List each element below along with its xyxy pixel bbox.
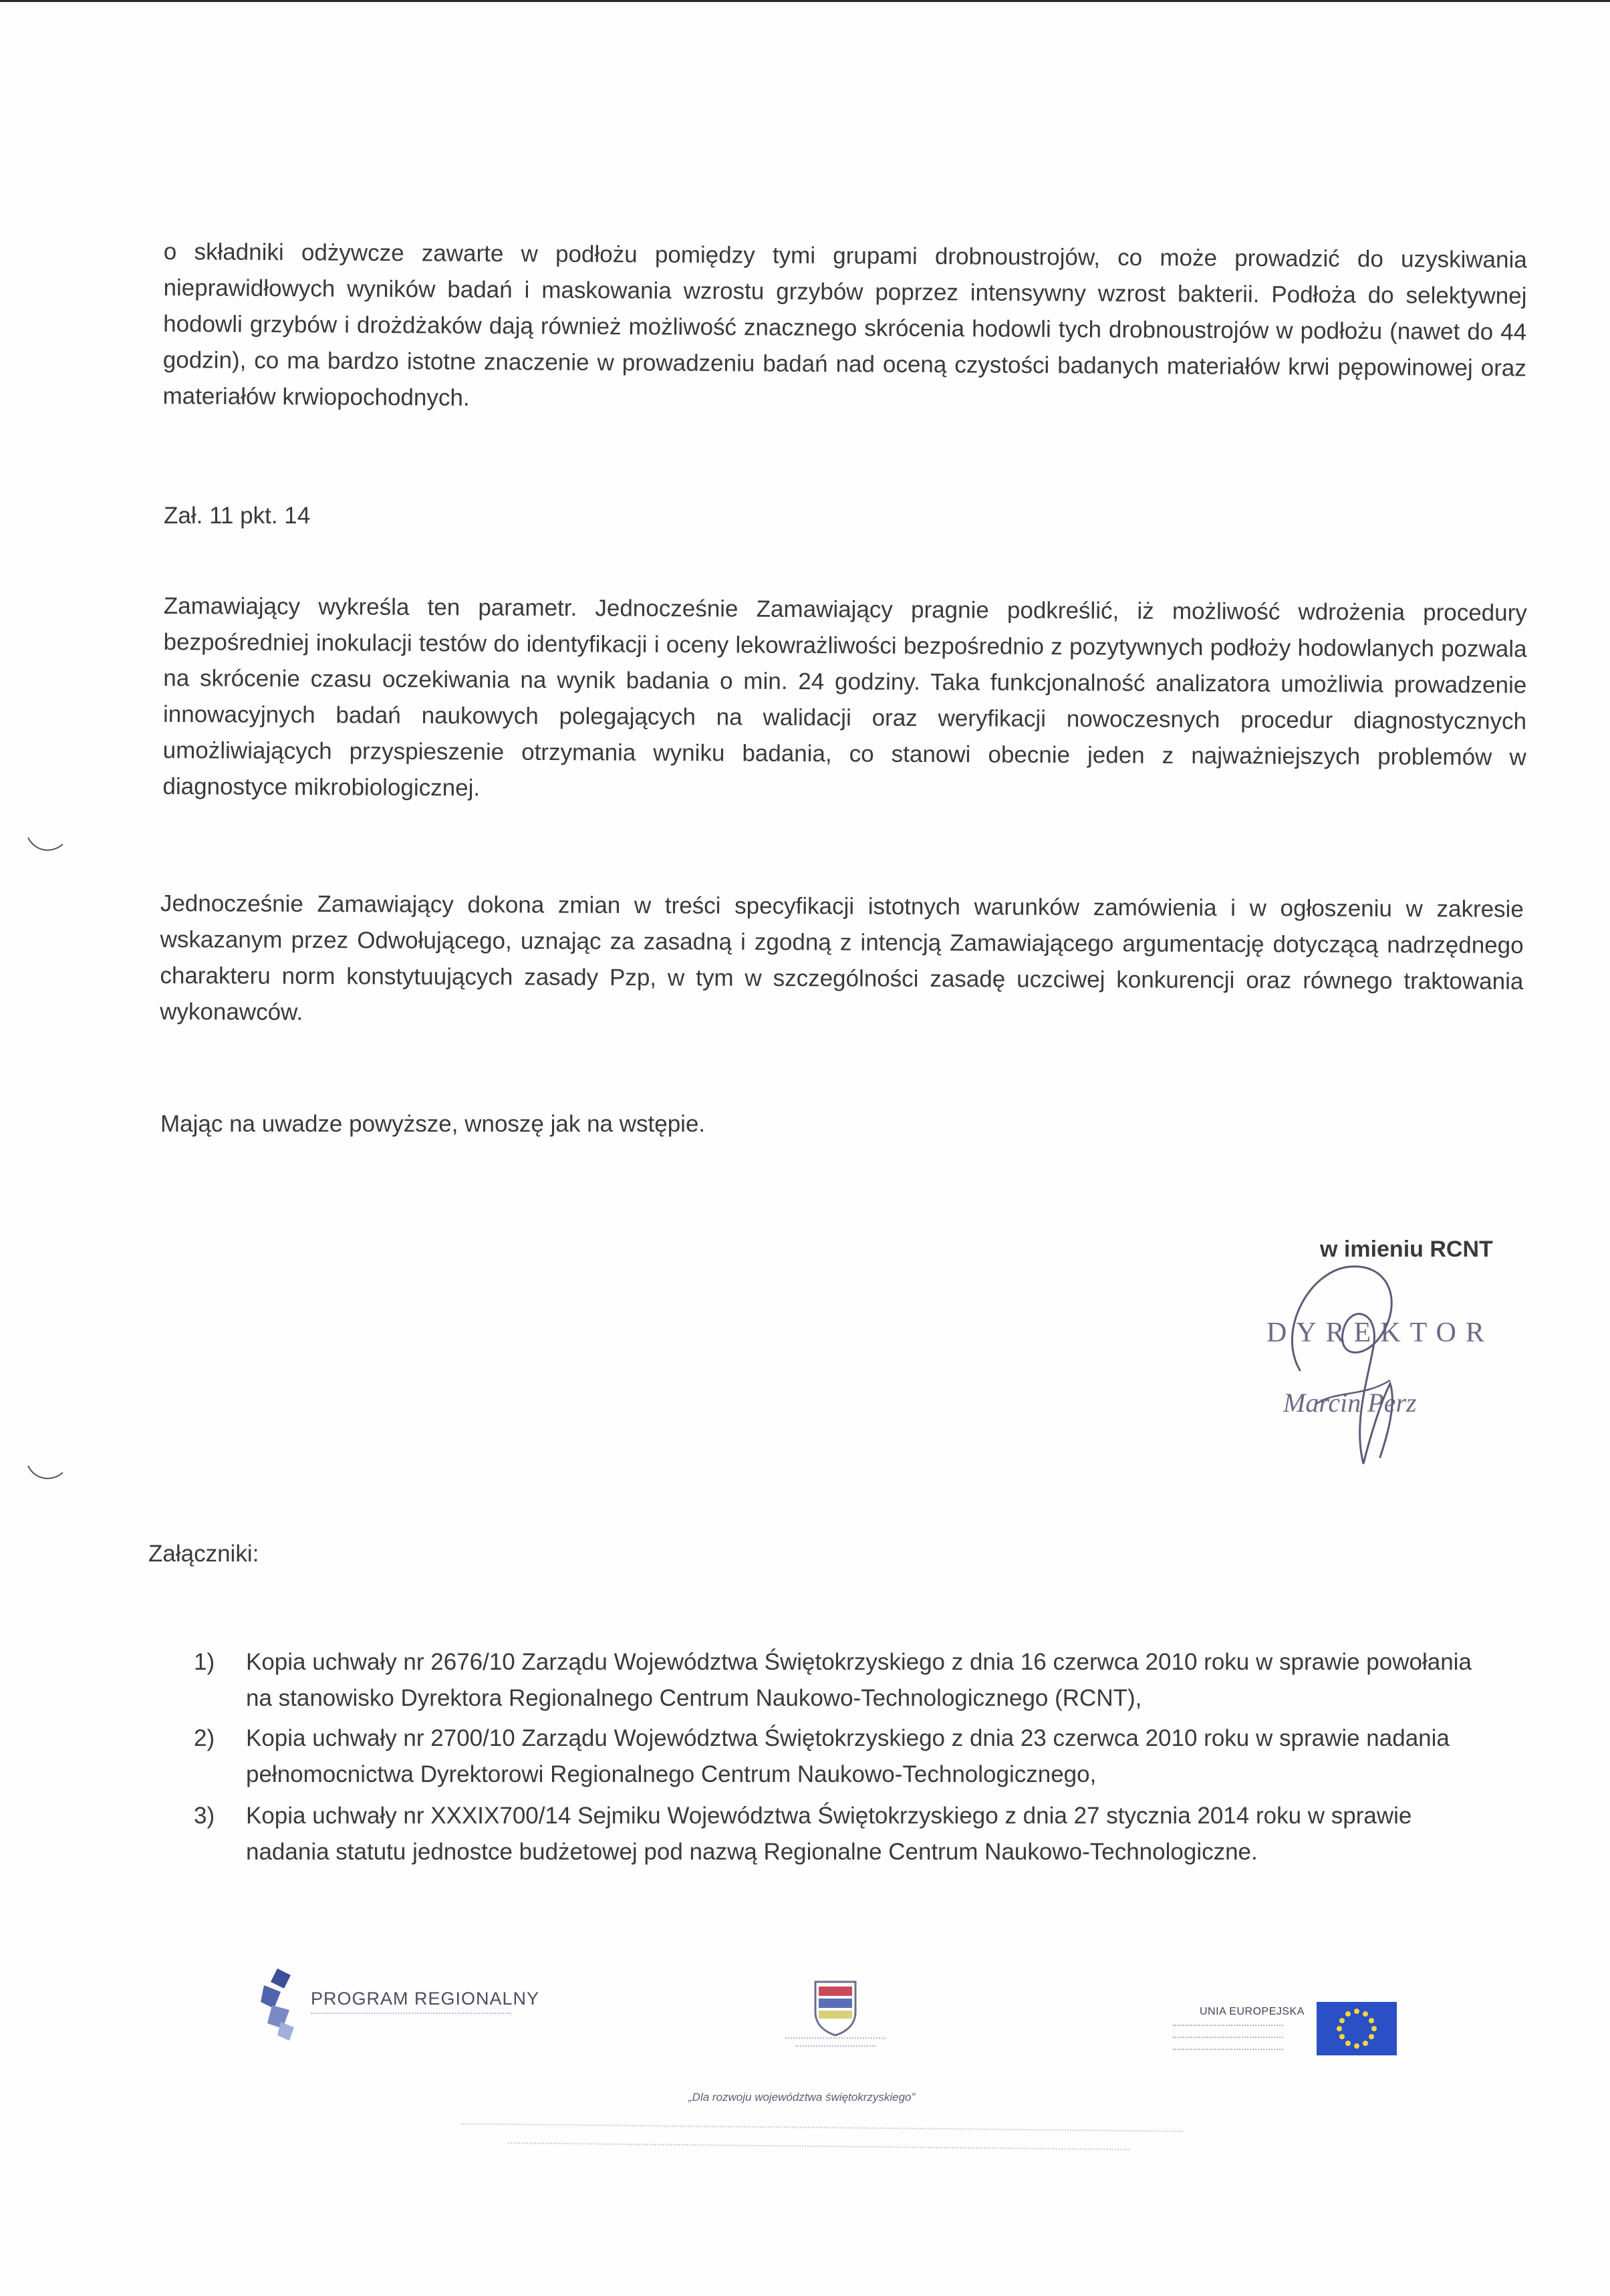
- unia-europejska-logo: [1166, 2002, 1400, 2062]
- footer-logos: [0, 1952, 1610, 2286]
- program-regionalny-subline: [311, 2013, 511, 2019]
- wojewodztwo-label-line: [795, 2045, 876, 2047]
- wojewodztwo-logo: [785, 1979, 886, 2079]
- section-reference: Zał. 11 pkt. 14: [164, 503, 311, 529]
- wojewodztwo-coat-of-arms-icon: [785, 1979, 886, 2039]
- punch-hole-mark-icon: [25, 832, 65, 859]
- attachment-text: Kopia uchwały nr XXXIX700/14 Sejmiku Województwa Świętokrzyskiego z dnia 27 stycznia 2014 roku w sprawie nadania statutu jednostce budżetowej pod nazwą Regionalne Centrum Naukowo-Technologiczne.: [246, 1803, 1412, 1865]
- ue-fund-line: [1173, 2037, 1283, 2038]
- program-regionalny-emblem-icon: [257, 1968, 304, 2042]
- attachment-item: [194, 1798, 1497, 1870]
- attachment-number: 3): [194, 1803, 215, 1829]
- footer-slogan: „Dla rozwoju województwa świętokrzyskiego”: [688, 2091, 916, 2103]
- punch-hole-mark-icon: [25, 1460, 65, 1487]
- attachment-number: 2): [194, 1725, 215, 1751]
- footer-footnote-line: [461, 2123, 1183, 2132]
- program-regionalny-logo: [257, 1968, 538, 2042]
- attachment-number: 1): [194, 1649, 215, 1675]
- paragraph-1: o składniki odżywcze zawarte w podłożu pomiędzy tymi grupami drobnoustrojów, co może prowadzić do uzyskiwania nieprawidłowych wyników badań i maskowania wzrostu grzybów poprzez intensywny wzrost bakterii. Podłoża do selektywnej hodowli grzybów i drożdżaków dają również możliwość znacznego skrócenia hodowli tych drobnoustrojów w podłożu (nawet do 44 godzin), co ma bardzo istotne znaczenie w prowadzeniu badań nad oceną czystości badanych materiałów krwi pępowinowej oraz materiałów krwiopochodnych.: [162, 238, 1527, 411]
- program-regionalny-label: PROGRAM REGIONALNY: [311, 1989, 540, 2009]
- signature-stamp-name: Marcin Perz: [1283, 1388, 1417, 1418]
- attachment-text: Kopia uchwały nr 2676/10 Zarządu Województwa Świętokrzyskiego z dnia 16 czerwca 2010 roku w sprawie powołania na stanowisko Dyrektora Regionalnego Centrum Naukowo-Technologicznego (RCNT),: [246, 1649, 1472, 1711]
- paragraph-2: Zamawiający wykreśla ten parametr. Jednocześnie Zamawiający pragnie podkreślić, iż możliwość wdrożenia procedury bezpośredniej inokulacji testów do identyfikacji i oceny lekowrażliwości bezpośrednio z pozytywnych podłoży hodowlanych pozwala na skrócenie czasu oczekiwania na wynik badania o min. 24 godziny. Taka funkcjonalność analizatora umożliwia prowadzenie innowacyjnych badań naukowych polegających na walidacji oraz weryfikacji nowoczesnych procedur diagnostycznych umożliwiających przyspieszenie otrzymania wyniku badania, co stanowi obecnie jeden z najważniejszych problemów w diagnostyce mikrobiologicznej.: [162, 592, 1527, 801]
- attachments-heading: Załączniki:: [148, 1541, 259, 1567]
- signature-on-behalf: w imieniu RCNT: [1320, 1237, 1493, 1262]
- ue-fund-line: [1173, 2049, 1283, 2050]
- signature-stamp-title: DYREKTOR: [1266, 1317, 1494, 1348]
- footer-footnote-line: [508, 2142, 1129, 2150]
- ue-fund-line: [1173, 2025, 1283, 2026]
- eu-flag-icon: [1317, 2002, 1397, 2055]
- page-top-edge: [0, 0, 1610, 2]
- closing-sentence: Mając na uwadze powyższe, wnoszę jak na wstępie.: [160, 1111, 706, 1137]
- wojewodztwo-label-line: [785, 2037, 886, 2039]
- attachment-item: [194, 1644, 1497, 1716]
- signature-block: [1236, 1230, 1517, 1484]
- handwritten-signature-icon: [1236, 1230, 1517, 1484]
- attachments-list: [194, 1644, 1497, 1876]
- unia-europejska-label: UNIA EUROPEJSKA: [1200, 2006, 1305, 2017]
- attachment-text: Kopia uchwały nr 2700/10 Zarządu Województwa Świętokrzyskiego z dnia 23 czerwca 2010 roku w sprawie nadania pełnomocnictwa Dyrektorowi Regionalnego Centrum Naukowo-Technologicznego,: [246, 1725, 1450, 1787]
- paragraph-3: Jednocześnie Zamawiający dokona zmian w treści specyfikacji istotnych warunków zamówienia i w ogłoszeniu w zakresie wskazanym przez Odwołującego, uznając za zasadną i zgodną z intencją Zamawiającego argumentację dotyczącą nadrzędnego charakteru norm konstytuujących zasady Pzp, w tym w szczególności zasadę uczciwej konkurencji oraz równego traktowania wykonawców.: [160, 890, 1524, 1025]
- attachment-item: [194, 1720, 1497, 1793]
